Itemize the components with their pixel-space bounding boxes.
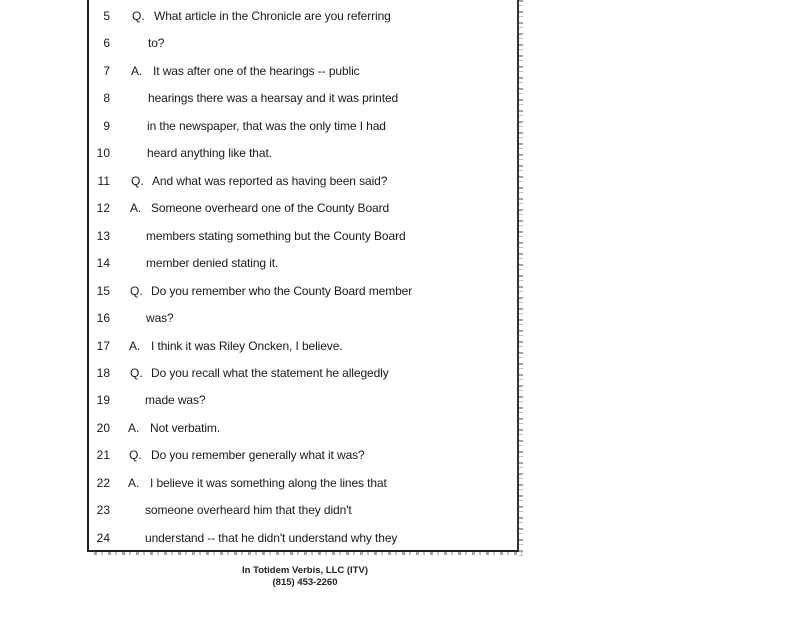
transcript-line (0, 363, 520, 383)
line-text: And what was reported as having been said? (152, 174, 388, 188)
transcript-line (0, 390, 520, 410)
line-number: 12 (96, 201, 110, 215)
transcript-line (0, 143, 520, 163)
transcript-line (0, 226, 520, 246)
transcript-line (0, 61, 520, 81)
line-text: I believe it was something along the lines that (150, 476, 387, 490)
line-text: Do you remember generally what it was? (151, 448, 365, 462)
line-text: was? (146, 311, 174, 325)
transcript-line (0, 308, 520, 328)
line-number: 11 (97, 174, 110, 188)
speaker-label: A. (131, 64, 143, 78)
line-text: members stating something but the County Board (146, 229, 406, 243)
transcript-line (0, 418, 520, 438)
transcript-line (0, 6, 520, 26)
line-number: 5 (103, 9, 110, 23)
speaker-label: Q. (131, 174, 144, 188)
speaker-label: A. (128, 476, 140, 490)
line-text: Not verbatim. (150, 421, 221, 435)
line-text: Do you recall what the statement he allegedly (151, 366, 389, 380)
line-number: 23 (96, 503, 110, 517)
line-number: 9 (103, 119, 110, 133)
line-text: someone overheard him that they didn't (145, 503, 352, 517)
line-text: understand -- that he didn't understand why they (145, 531, 398, 545)
transcript-line (0, 473, 520, 493)
line-number: 17 (96, 339, 110, 353)
transcript-page-frame (87, 0, 519, 552)
speaker-label: Q. (130, 366, 143, 380)
transcript-line (0, 281, 520, 301)
line-text: heard anything like that. (147, 146, 272, 160)
line-text: Someone overheard one of the County Board (151, 201, 390, 215)
line-number: 18 (96, 366, 110, 380)
line-text: What article in the Chronicle are you referring (154, 9, 391, 23)
transcript-line (0, 116, 520, 136)
speaker-label: A. (129, 339, 141, 353)
footer-phone: (815) 453-2260 (272, 577, 338, 588)
line-text: I think it was Riley Oncken, I believe. (151, 339, 343, 353)
line-number: 6 (103, 36, 110, 50)
line-text: to? (148, 36, 165, 50)
line-text: It was after one of the hearings -- public (153, 64, 360, 78)
line-number: 20 (96, 421, 110, 435)
footer-company: In Totidem Verbis, LLC (ITV) (242, 565, 368, 576)
line-number: 16 (96, 311, 110, 325)
speaker-label: Q. (129, 448, 142, 462)
speaker-label: Q. (130, 284, 143, 298)
line-number: 21 (96, 448, 110, 462)
line-number: 22 (96, 476, 110, 490)
transcript-line (0, 33, 520, 53)
line-number: 13 (96, 229, 110, 243)
transcript-line (0, 171, 520, 191)
transcript-line (0, 253, 520, 273)
line-number: 7 (103, 64, 110, 78)
transcript-line (0, 198, 520, 218)
line-number: 10 (96, 146, 110, 160)
speaker-label: A. (130, 201, 142, 215)
scan-bottom-artifact (94, 552, 522, 555)
line-number: 19 (96, 393, 110, 407)
line-number: 14 (96, 256, 110, 270)
speaker-label: A. (128, 421, 140, 435)
line-text: hearings there was a hearsay and it was printed (148, 91, 399, 105)
line-text: Do you remember who the County Board member (151, 284, 413, 298)
line-number: 24 (96, 531, 110, 545)
transcript-line (0, 336, 520, 356)
transcript-line (0, 88, 520, 108)
transcript-line (0, 528, 520, 548)
speaker-label: Q. (132, 9, 145, 23)
transcript-line (0, 445, 520, 465)
line-number: 8 (103, 91, 110, 105)
line-text: member denied stating it. (146, 256, 279, 270)
line-number: 15 (96, 284, 110, 298)
line-text: in the newspaper, that was the only time I had (147, 119, 386, 133)
line-text: made was? (145, 393, 206, 407)
transcript-line (0, 500, 520, 520)
